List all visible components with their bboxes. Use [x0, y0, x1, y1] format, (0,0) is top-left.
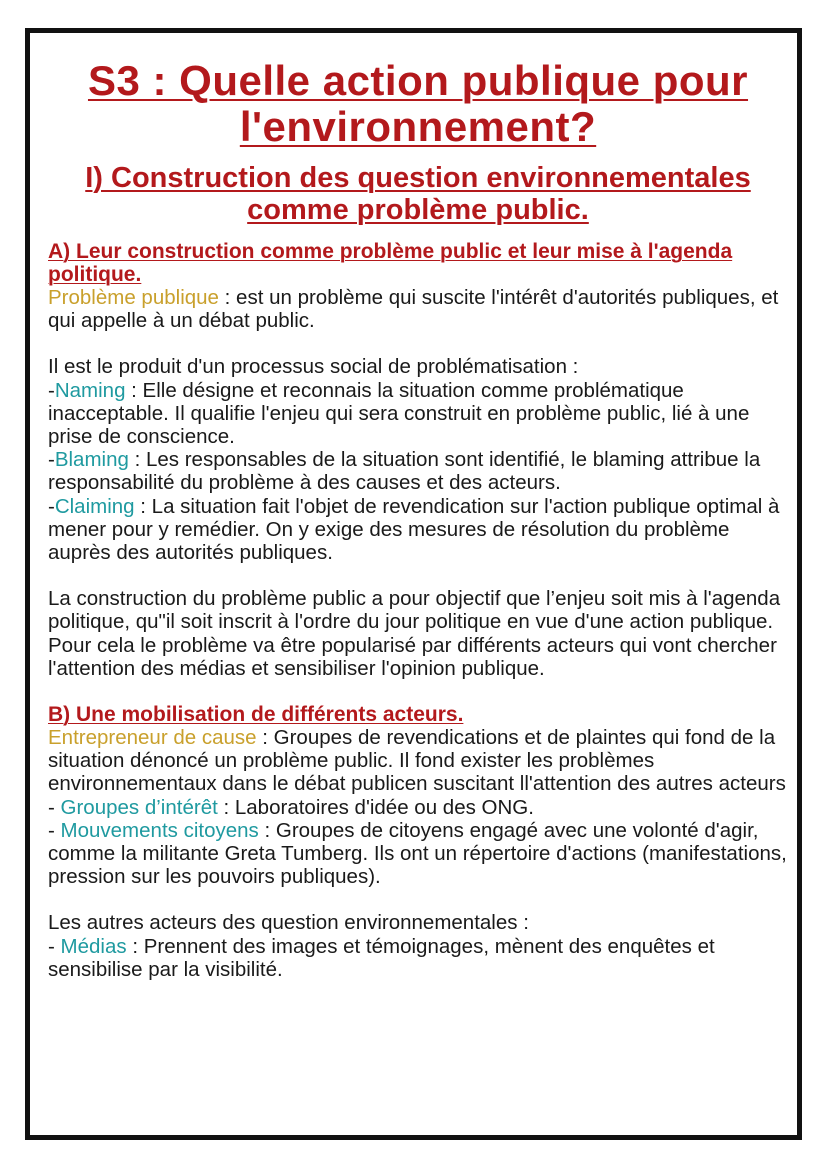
document-page [48, 58, 788, 981]
subsection-heading-b: B) Une mobilisation de différents acteurs. [48, 703, 464, 727]
list-item: -Blaming : Les responsables de la situation sont identifié, le blaming attribue la responsabilité du problème à des causes et des acteurs. [48, 448, 761, 495]
definition-text: : Groupes de revendications et de plaintes qui fond de la situation dénoncé un problème public. Il fond exister les problèmes environnementaux dans le débat publicen suscitant ll'attention des autres acteurs [48, 726, 786, 796]
process-intro: Il est le produit d'un processus social de problématisation : [48, 355, 579, 379]
list-item: - Mouvements citoyens : Groupes de citoyens engagé avec une volonté d'agir, comme la militante Greta Tumberg. Ils ont un répertoire d'actions (manifestations, pression sur les pouvoirs publiques). [48, 818, 787, 889]
term-probleme-publique: Problème publique [48, 286, 219, 309]
definition-probleme-public [48, 286, 788, 332]
definition-entrepreneur [48, 726, 788, 796]
definition-text: : est un problème qui suscite l'intérêt d'autorités publiques, et qui appelle à un débat public. [48, 286, 779, 333]
agenda-paragraph: La construction du problème public a pour objectif que l’enjeu soit mis à l'agenda politique, qu"il soit inscrit à l'ordre du jour politique en vue d'une action publique. Pour cela le problème va être popularisé par différents acteurs qui vont chercher l'attention des médias et sensibiliser l'opinion publique. [48, 587, 781, 680]
list-item: - Médias : Prennent des images et témoignages, mènent des enquêtes et sensibilise par la visibilité. [48, 934, 715, 981]
section-heading: I) Construction des question environnementales comme problème public. [85, 162, 751, 226]
list-item: -Claiming : La situation fait l'objet de revendication sur l'action publique optimal à mener pour y remédier. On y exige des mesures de résolution du problème auprès des autorités publiques. [48, 494, 780, 565]
term-medias: Médias [60, 934, 127, 958]
term-blaming: Blaming [54, 448, 129, 472]
term-naming: Naming [54, 378, 126, 402]
term-claiming: Claiming [54, 494, 135, 518]
others-intro: Les autres acteurs des question environnementales : [48, 911, 529, 935]
page-title: S3 : Quelle action publique pour l'environnement? [87, 57, 749, 150]
term-entrepreneur-de-cause: Entrepreneur de cause [48, 726, 257, 750]
term-groupes-interet: Groupes d’intérêt [60, 795, 218, 819]
term-mouvements-citoyens: Mouvements citoyens [60, 818, 259, 842]
list-item: -Naming : Elle désigne et reconnais la situation comme problématique inacceptable. Il qualifie l'enjeu qui sera construit en problème public, lié à une prise de conscience. [48, 378, 750, 449]
list-item: - Groupes d’intérêt : Laboratoires d'idée ou des ONG. [48, 795, 534, 819]
subsection-heading-a: A) Leur construction comme problème public et leur mise à l'agenda politique. [48, 240, 733, 286]
